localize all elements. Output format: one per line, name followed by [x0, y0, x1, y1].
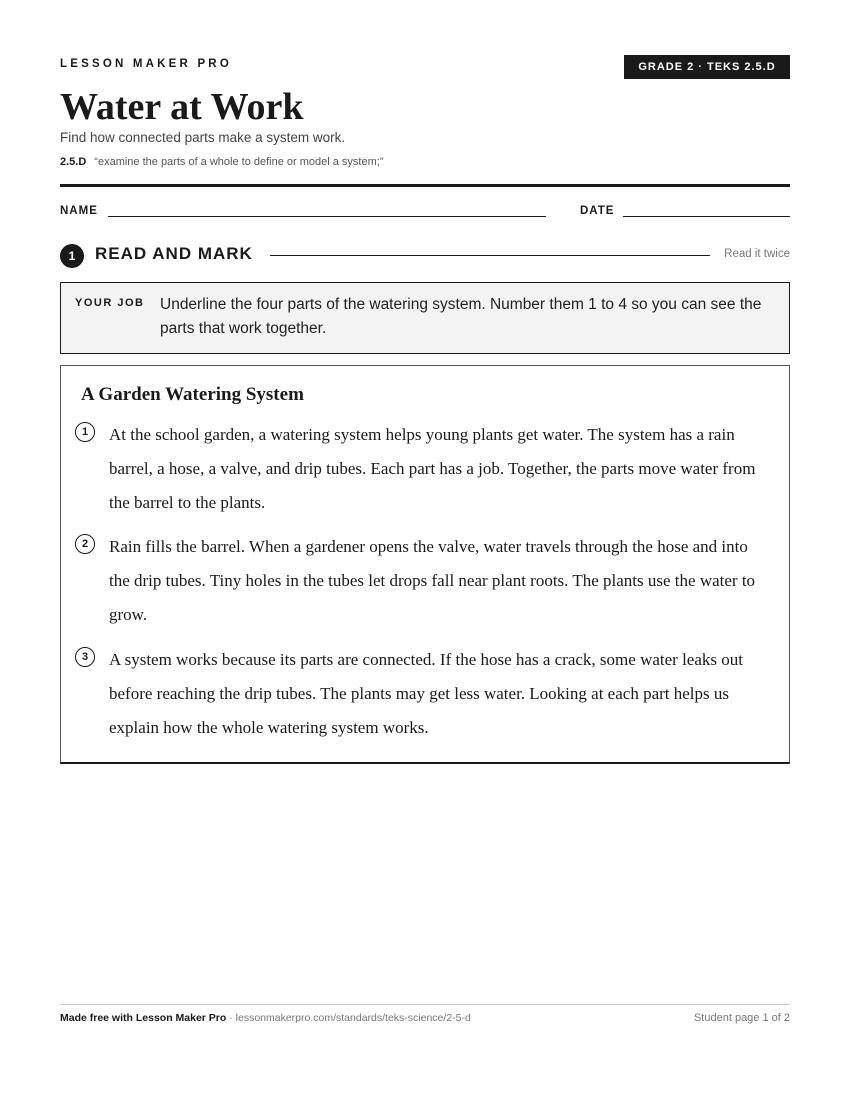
paragraph-3: A system works because its parts are connected. If the hose has a crack, some water leaks out before reaching the drip tubes. The plants may get less water. Looking at each part helps us explain how the whole watering system works.	[109, 650, 743, 737]
footer-made-by: Made free with Lesson Maker Pro	[60, 1012, 227, 1024]
paragraph-2: Rain fills the barrel. When a gardener opens the valve, water travels through the hose and into the drip tubes. Tiny holes in the tubes let drops fall near plant roots. The plants use the water to grow.	[109, 537, 756, 624]
footer-url[interactable]: · lessonmakerpro.com/standards/teks-science/2-5-d	[226, 1012, 471, 1024]
brand-name: LESSON MAKER PRO	[60, 58, 232, 70]
footer-page-number: Student page 1 of 2	[693, 1012, 790, 1024]
standard-text: “examine the parts of a whole to define or model a system;”	[94, 156, 384, 168]
grade-badge: GRADE 2 · TEKS 2.5.D	[624, 55, 790, 79]
reading-title: A Garden Watering System	[81, 384, 304, 405]
page-title: Water at Work	[60, 86, 304, 128]
standard-line	[60, 156, 384, 168]
section-number-badge: 1	[60, 244, 84, 268]
job-label: YOUR JOB	[75, 297, 145, 309]
section-header	[60, 243, 790, 267]
section-note: Read it twice	[724, 248, 790, 260]
paragraph-number-2: 2	[75, 534, 95, 554]
name-label: NAME	[60, 205, 98, 217]
reading-passage	[60, 365, 790, 764]
date-label: DATE	[580, 205, 615, 217]
paragraph-1: At the school garden, a watering system helps young plants get water. The system has a rain barrel, a hose, a valve, and drip tubes. Each part has a job. Together, the parts move water from the barrel to the plants.	[109, 425, 756, 512]
date-field-line[interactable]	[623, 216, 790, 217]
footer-credit	[60, 1012, 471, 1024]
footer-divider	[60, 1004, 790, 1005]
job-box	[60, 282, 790, 354]
paragraph-number-1: 1	[75, 422, 95, 442]
paragraph-number-3: 3	[75, 647, 95, 667]
page-subtitle: Find how connected parts make a system work.	[60, 130, 346, 145]
job-instructions: Underline the four parts of the watering system. Number them 1 to 4 so you can see the parts that work together.	[160, 296, 762, 337]
section-title: READ AND MARK	[95, 244, 253, 263]
section-divider	[270, 255, 710, 256]
header-divider	[60, 184, 790, 187]
standard-code: 2.5.D	[60, 156, 87, 168]
name-field-line[interactable]	[108, 216, 546, 217]
